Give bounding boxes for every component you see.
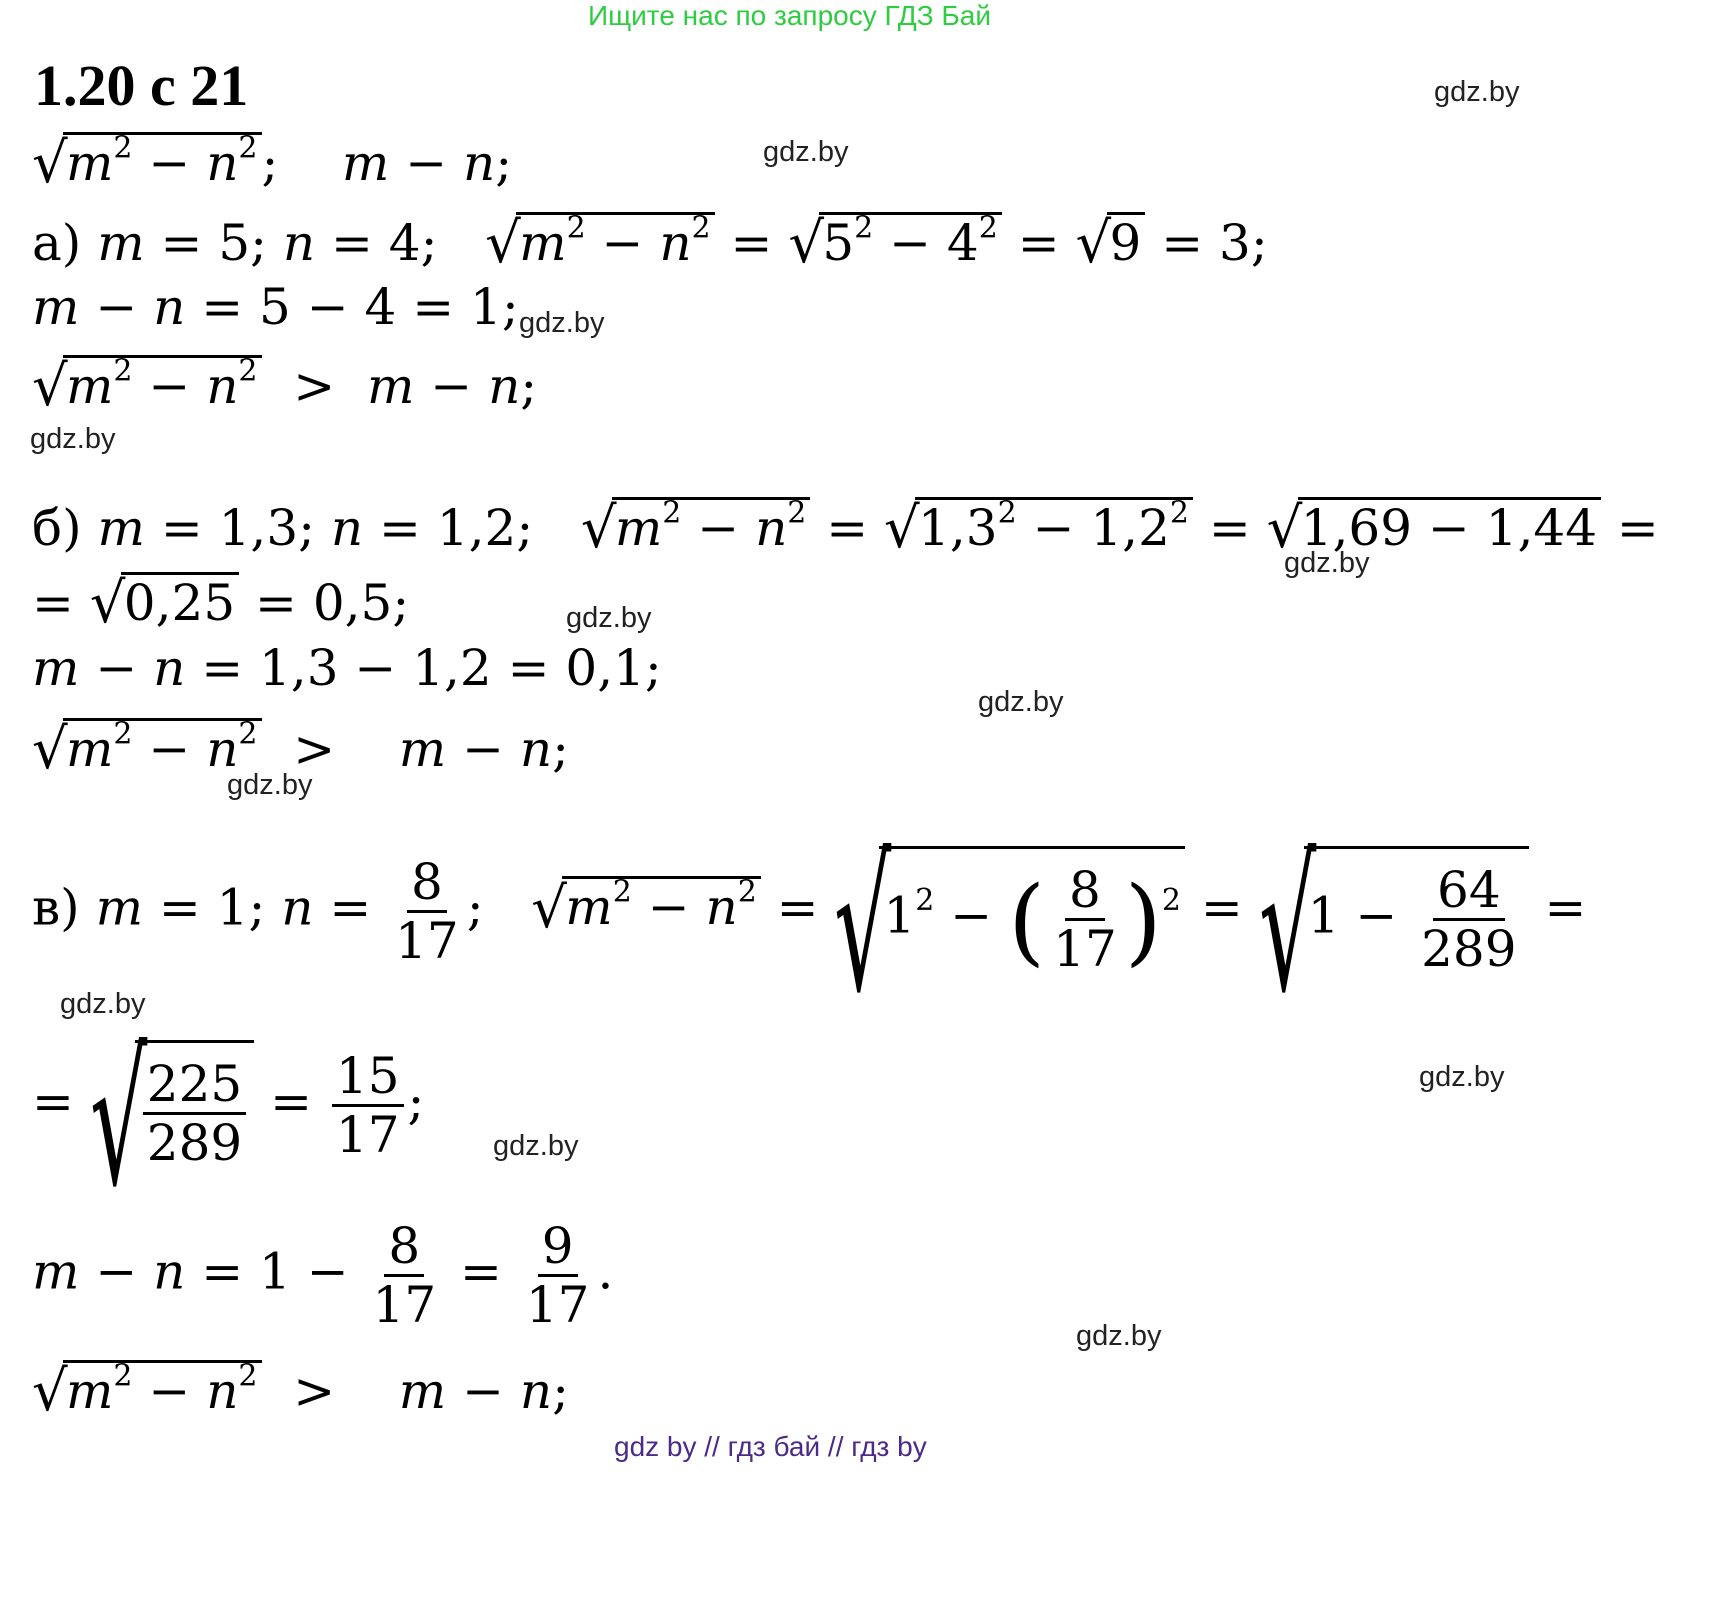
watermark: gdz.by	[30, 423, 116, 455]
watermark: gdz.by	[1284, 547, 1370, 579]
part-v-line-2: = √ $\frac{225}{289}$ = $\frac{15}{17}$ ;	[32, 1016, 425, 1226]
part-b-compare: √ $m^2 - n^2$ > m − n;	[32, 716, 569, 783]
part-v-line-3: m − n = 1 − $\frac{8}{17}$ = $\frac{9}{17}$ .	[32, 1217, 614, 1334]
part-a-compare: √ $m^2 - n^2 > m - n$;	[32, 353, 538, 420]
watermark: gdz.by	[519, 307, 605, 339]
watermark: gdz.by	[493, 1130, 579, 1162]
part-b-line-1: б) m = 1,3; n = 1,2; √ $m^2 - n^2$ = √ $1,3^2 - 1,2^2$ = √ 1,69 − 1,44 =	[32, 495, 1659, 562]
footer-links: gdz by // гдз бай // гдз by	[614, 1431, 927, 1462]
watermark: gdz.by	[60, 988, 146, 1020]
expressions-line: √ $m^2 - n^2$; m − n;	[32, 130, 513, 197]
part-b-line-2: = √ 0,25 = 0,5;	[32, 571, 410, 637]
watermark: gdz.by	[566, 602, 652, 634]
watermark: gdz.by	[227, 769, 313, 801]
exercise-title: 1.20 с 21	[34, 53, 249, 118]
watermark: gdz.by	[1419, 1061, 1505, 1093]
watermark: gdz.by	[978, 686, 1064, 718]
part-a-line-2: m − n = 5 − 4 = 1;	[32, 278, 519, 336]
part-a-line-1: а) m = 5; n = 4; √ $m^2 - n^2$ = √ $5^2 - 4^2$ = √ 9 = 3;	[32, 210, 1268, 277]
part-b-line-3: m − n = 1,3 − 1,2 = 0,1;	[32, 639, 662, 697]
part-v-compare: √ $m^2 - n^2$ > m − n;	[32, 1358, 569, 1425]
watermark: gdz.by	[1076, 1320, 1162, 1352]
watermark: gdz.by	[763, 136, 849, 168]
part-v-line-1: в) m = 1; n = $\frac{8}{17}$ ; √ $m^2 - n^2$ = √ $1^2$ − ( $\frac{8}{17}$ )$^2$ = √ 1 − $\frac{64}{289}$ =	[32, 822, 1587, 1032]
watermark: gdz.by	[1434, 76, 1520, 108]
search-banner: Ищите нас по запросу ГДЗ Бай	[588, 0, 992, 31]
